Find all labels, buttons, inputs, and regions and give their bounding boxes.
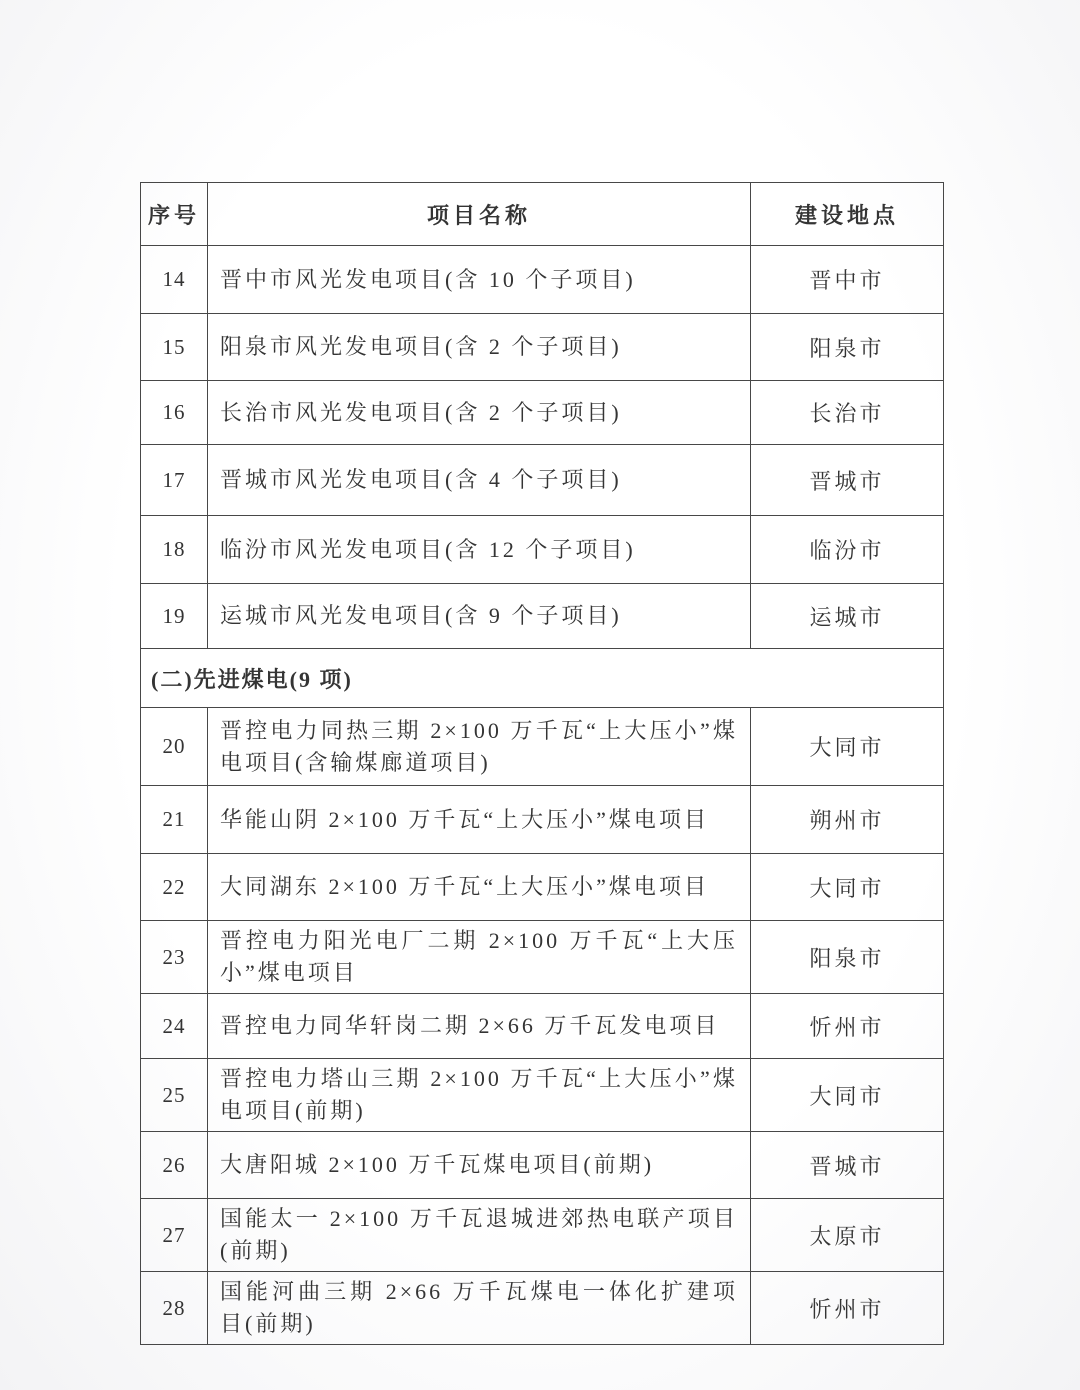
cell-location: 晋中市	[751, 246, 944, 314]
cell-project-name: 大同湖东 2×100 万千瓦“上大压小”煤电项目	[208, 854, 751, 921]
cell-location: 运城市	[751, 584, 944, 649]
cell-project-name: 晋城市风光发电项目(含 4 个子项目)	[208, 445, 751, 516]
projects-table	[140, 182, 944, 1345]
cell-serial-number: 16	[141, 381, 208, 445]
cell-project-name: 华能山阴 2×100 万千瓦“上大压小”煤电项目	[208, 786, 751, 854]
cell-location: 长治市	[751, 381, 944, 445]
cell-serial-number: 28	[141, 1272, 208, 1345]
cell-project-name: 国能太一 2×100 万千瓦退城进郊热电联产项目(前期)	[208, 1199, 751, 1272]
cell-serial-number: 19	[141, 584, 208, 649]
table-row	[141, 1272, 944, 1345]
cell-project-name: 晋控电力塔山三期 2×100 万千瓦“上大压小”煤电项目(前期)	[208, 1059, 751, 1132]
table-row	[141, 994, 944, 1059]
cell-location: 晋城市	[751, 1132, 944, 1199]
table-row	[141, 445, 944, 516]
cell-location: 太原市	[751, 1199, 944, 1272]
table-row	[141, 516, 944, 584]
cell-serial-number: 14	[141, 246, 208, 314]
cell-location: 阳泉市	[751, 314, 944, 381]
table-row	[141, 1132, 944, 1199]
cell-location: 大同市	[751, 1059, 944, 1132]
cell-serial-number: 15	[141, 314, 208, 381]
cell-location: 忻州市	[751, 1272, 944, 1345]
section-label: (二)先进煤电(9 项)	[141, 649, 944, 708]
cell-project-name: 阳泉市风光发电项目(含 2 个子项目)	[208, 314, 751, 381]
cell-project-name: 国能河曲三期 2×66 万千瓦煤电一体化扩建项目(前期)	[208, 1272, 751, 1345]
column-header-location: 建设地点	[751, 183, 944, 246]
table-row	[141, 584, 944, 649]
cell-project-name: 运城市风光发电项目(含 9 个子项目)	[208, 584, 751, 649]
table-header	[141, 183, 944, 246]
cell-serial-number: 22	[141, 854, 208, 921]
header-row	[141, 183, 944, 246]
cell-location: 朔州市	[751, 786, 944, 854]
cell-serial-number: 21	[141, 786, 208, 854]
table-row	[141, 786, 944, 854]
cell-project-name: 长治市风光发电项目(含 2 个子项目)	[208, 381, 751, 445]
table-row	[141, 1199, 944, 1272]
cell-serial-number: 24	[141, 994, 208, 1059]
cell-serial-number: 18	[141, 516, 208, 584]
cell-location: 大同市	[751, 708, 944, 786]
table-row	[141, 921, 944, 994]
cell-location: 大同市	[751, 854, 944, 921]
cell-location: 忻州市	[751, 994, 944, 1059]
cell-project-name: 晋控电力阳光电厂二期 2×100 万千瓦“上大压小”煤电项目	[208, 921, 751, 994]
cell-project-name: 晋控电力同热三期 2×100 万千瓦“上大压小”煤电项目(含输煤廊道项目)	[208, 708, 751, 786]
table-row	[141, 854, 944, 921]
cell-location: 临汾市	[751, 516, 944, 584]
table-row	[141, 708, 944, 786]
cell-serial-number: 26	[141, 1132, 208, 1199]
cell-serial-number: 23	[141, 921, 208, 994]
column-header-project-name: 项目名称	[208, 183, 751, 246]
cell-project-name: 临汾市风光发电项目(含 12 个子项目)	[208, 516, 751, 584]
cell-location: 阳泉市	[751, 921, 944, 994]
cell-serial-number: 20	[141, 708, 208, 786]
table-row	[141, 381, 944, 445]
cell-serial-number: 25	[141, 1059, 208, 1132]
section-row	[141, 649, 944, 708]
table-body	[141, 246, 944, 1345]
cell-location: 晋城市	[751, 445, 944, 516]
cell-serial-number: 17	[141, 445, 208, 516]
cell-serial-number: 27	[141, 1199, 208, 1272]
table-row	[141, 1059, 944, 1132]
cell-project-name: 晋中市风光发电项目(含 10 个子项目)	[208, 246, 751, 314]
cell-project-name: 大唐阳城 2×100 万千瓦煤电项目(前期)	[208, 1132, 751, 1199]
table-row	[141, 314, 944, 381]
table-row	[141, 246, 944, 314]
cell-project-name: 晋控电力同华轩岗二期 2×66 万千瓦发电项目	[208, 994, 751, 1059]
column-header-serial-number: 序号	[141, 183, 208, 246]
